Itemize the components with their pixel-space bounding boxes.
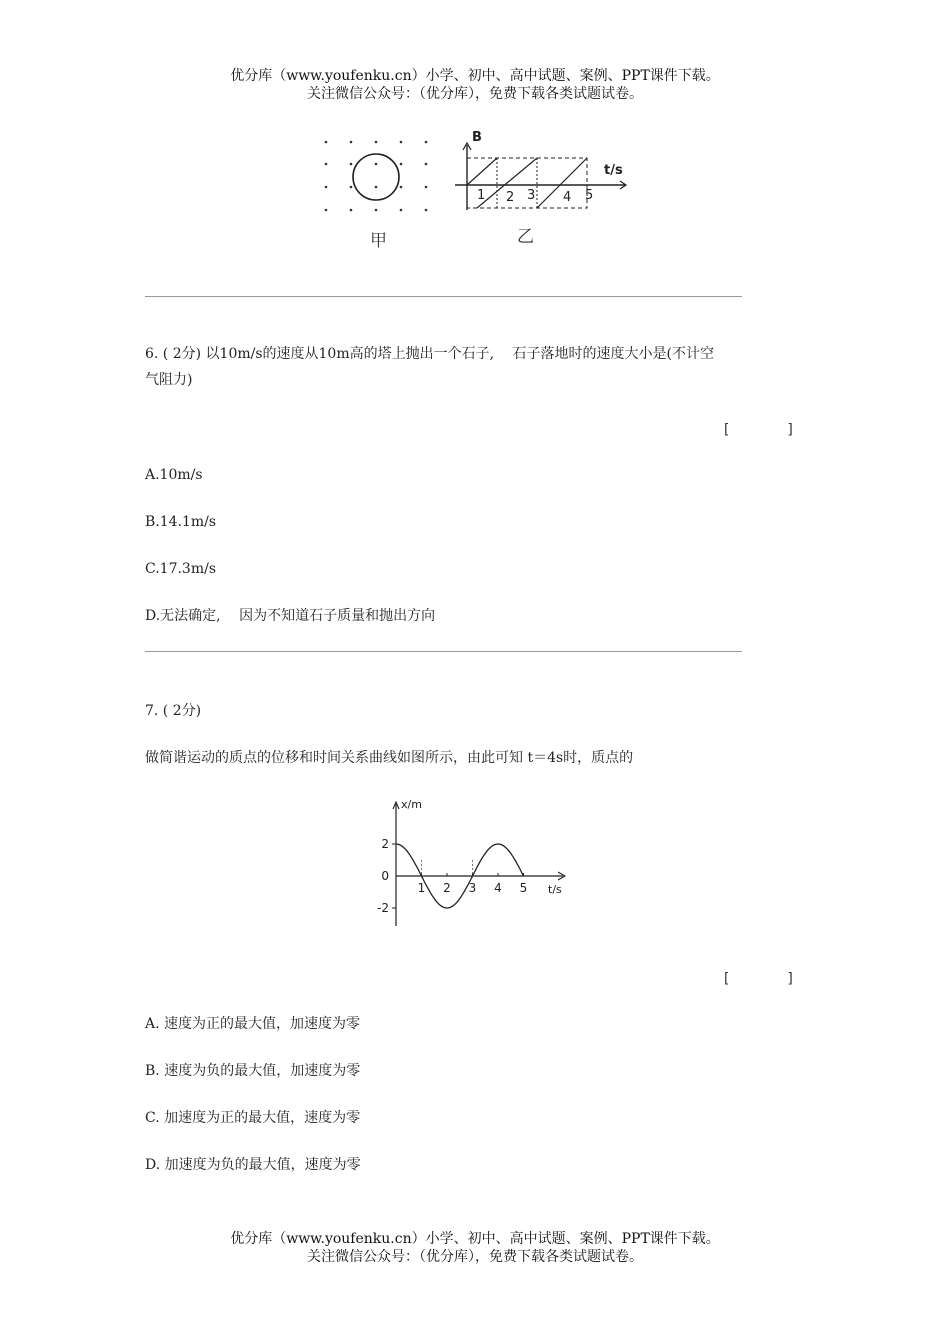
q7-stem: 做简谐运动的质点的位移和时间关系曲线如图所示，由此可知 t＝4s时，质点的 <box>145 750 634 766</box>
q6-stem-line-1: 6. ( 2分) 以10m/s的速度从10m高的塔上抛出一个石子, 石子落地时的速度大小是(不计空 <box>145 346 714 362</box>
q6-option-b: B.14.1m/s <box>145 514 217 530</box>
y-tick-label: 2 <box>381 837 389 851</box>
graph-tick-1: 1 <box>477 188 486 203</box>
graph-tick-4: 4 <box>563 190 572 205</box>
y-axis-label: x/m <box>401 798 422 811</box>
graph-tick-2: 2 <box>506 190 515 205</box>
page-header <box>0 67 950 103</box>
y-tick-label: -2 <box>377 901 389 915</box>
q7-option-b: B. 速度为负的最大值，加速度为零 <box>145 1063 361 1079</box>
q6-stem-line-2: 气阻力) <box>145 372 193 388</box>
q7-option-c: C. 加速度为正的最大值，速度为零 <box>145 1110 361 1126</box>
graph-tick-3: 3 <box>527 188 536 203</box>
graph-tick-5: 5 <box>585 188 594 203</box>
x-tick-label: 1 <box>417 881 426 895</box>
coil-circle <box>353 154 399 200</box>
q6-option-d: D.无法确定, 因为不知道石子质量和抛出方向 <box>145 608 436 624</box>
footer-line-1: 优分库（www.youfenku.cn）小学、初中、高中试题、案例、PPT课件下载。 <box>230 1231 720 1247</box>
x-tick-label: 4 <box>494 881 502 895</box>
q6-option-a: A.10m/s <box>145 467 203 483</box>
q7-option-d: D. 加速度为负的最大值，速度为零 <box>145 1157 361 1173</box>
q6-option-c: C.17.3m/s <box>145 561 217 577</box>
figure-magnetic-field <box>315 125 645 255</box>
x-axis-label: t/s <box>548 883 562 896</box>
x-tick-label: 3 <box>468 881 477 895</box>
q6-answer-bracket: [ ] <box>722 422 795 438</box>
footer-line-2: 关注微信公众号：（优分库），免费下载各类试题试卷。 <box>307 1249 643 1265</box>
divider-2 <box>145 651 742 652</box>
figure-label-right: 乙 <box>517 227 534 247</box>
graph-x-axis-label: t/s <box>604 163 623 178</box>
divider-1 <box>145 296 742 297</box>
figure-label-left: 甲 <box>370 231 387 251</box>
q7-heading: 7. ( 2分) <box>145 703 202 719</box>
x-tick-label: 2 <box>443 881 451 895</box>
page-footer <box>0 1230 950 1266</box>
header-line-2: 关注微信公众号：（优分库），免费下载各类试题试卷。 <box>307 86 643 102</box>
y-tick-label: 0 <box>381 869 389 883</box>
q7-answer-bracket: [ ] <box>722 971 795 987</box>
header-line-1: 优分库（www.youfenku.cn）小学、初中、高中试题、案例、PPT课件下载。 <box>230 68 720 84</box>
shm-displacement-chart <box>345 790 585 935</box>
x-tick-label: 5 <box>519 881 528 895</box>
graph-y-axis-label: B <box>472 130 482 145</box>
q7-option-a: A. 速度为正的最大值，加速度为零 <box>145 1016 361 1032</box>
